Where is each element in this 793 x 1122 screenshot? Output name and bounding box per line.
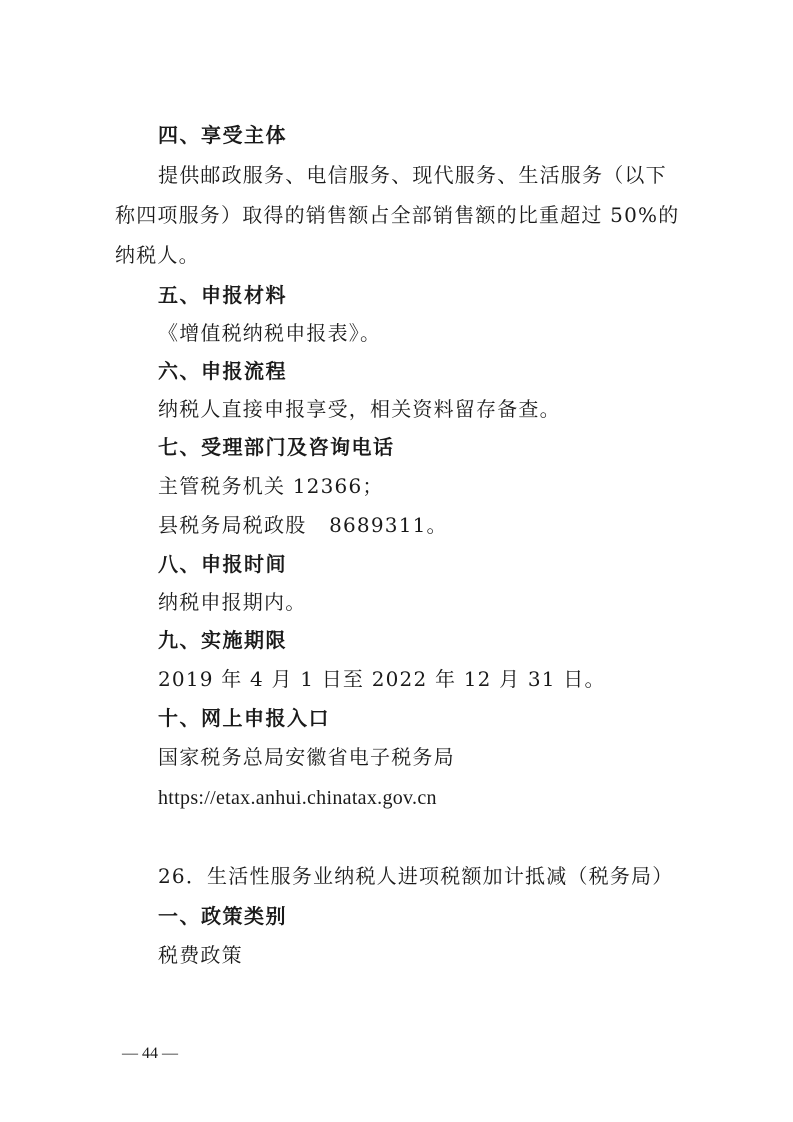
paragraph-line: 提供邮政服务、电信服务、现代服务、生活服务（以下 [158,163,667,187]
paragraph-line: 纳税人直接申报享受，相关资料留存备查。 [158,397,561,421]
section-heading-policy-type: 一、政策类别 [158,904,287,928]
paragraph-line: 2019 年 4 月 1 日至 2022 年 12 月 31 日。 [158,667,606,691]
paragraph-line: 纳税人。 [115,243,200,267]
section-heading-beneficiary: 四、享受主体 [158,123,287,147]
paragraph-line: 国家税务总局安徽省电子税务局 [158,745,455,769]
section-heading-period: 九、实施期限 [158,628,287,652]
paragraph-line: 税费政策 [158,943,243,967]
paragraph-line: 《增值税纳税申报表》。 [158,321,382,345]
section-heading-online-entry: 十、网上申报入口 [158,706,330,730]
paragraph-line: 主管税务机关 12366； [158,474,384,498]
section-heading-process: 六、申报流程 [158,359,287,383]
section-heading-materials: 五、申报材料 [158,283,287,307]
section-heading-contact: 七、受理部门及咨询电话 [158,435,395,459]
portal-url: https://etax.anhui.chinatax.gov.cn [158,787,437,809]
paragraph-line: 称四项服务）取得的销售额占全部销售额的比重超过 50%的 [115,203,680,227]
page-number: — 44 — [122,1045,178,1062]
item-title: 26．生活性服务业纳税人进项税额加计抵减（税务局） [158,864,674,888]
paragraph-line: 县税务局税政股 8689311。 [158,513,448,537]
section-heading-filing-time: 八、申报时间 [158,552,287,576]
paragraph-line: 纳税申报期内。 [158,590,307,614]
